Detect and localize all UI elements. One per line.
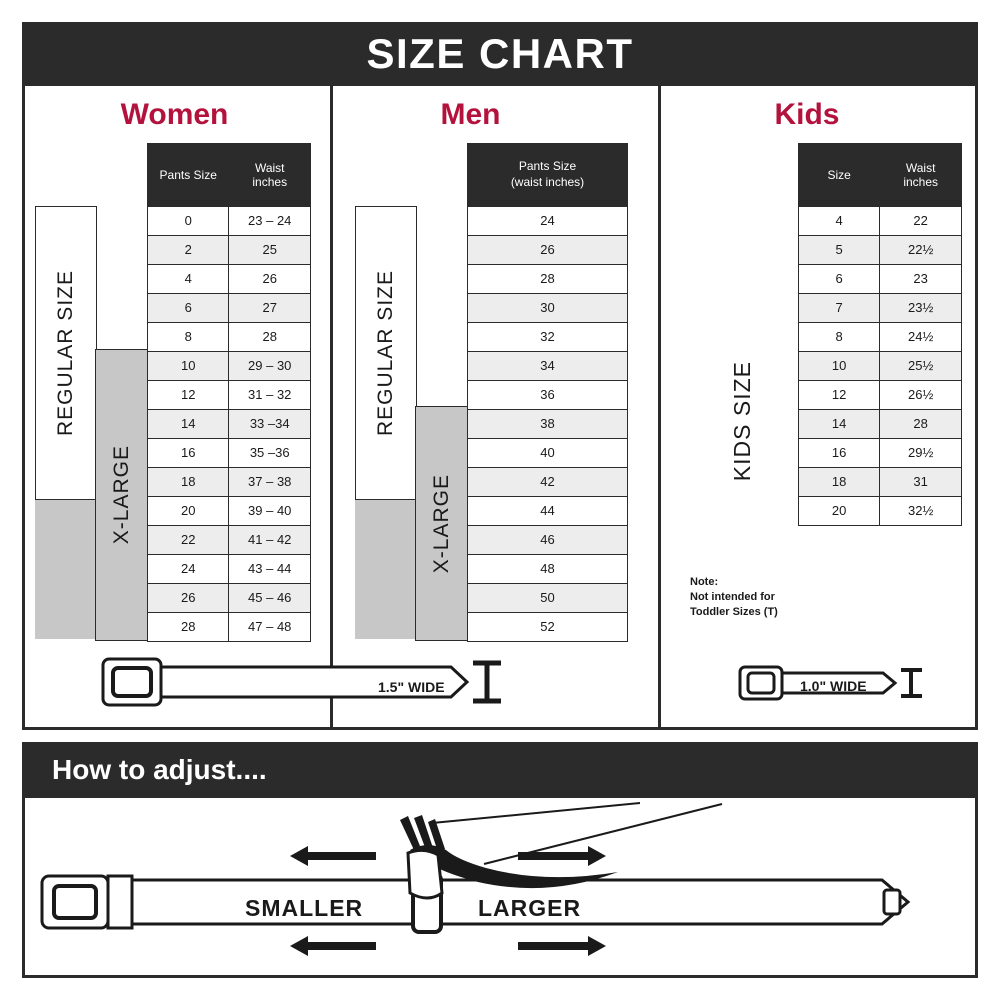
table-cell: 33 –34 — [229, 410, 311, 439]
table-row — [148, 584, 311, 613]
table-cell: 29 – 30 — [229, 352, 311, 381]
table-cell: 28 — [468, 265, 628, 294]
table-row — [468, 410, 628, 439]
table-cell: 46 — [468, 526, 628, 555]
women-size-table — [147, 143, 311, 642]
table-row — [148, 439, 311, 468]
table-cell: 35 –36 — [229, 439, 311, 468]
table-cell: 5 — [799, 236, 880, 265]
table-cell: 6 — [148, 294, 229, 323]
table-cell: 23½ — [880, 294, 962, 323]
table-row — [799, 236, 962, 265]
table-cell: 20 — [799, 497, 880, 526]
table-cell: 23 – 24 — [229, 207, 311, 236]
women-regular-size-label: REGULAR SIZE — [35, 206, 97, 500]
table-cell: 8 — [799, 323, 880, 352]
table-cell: 31 – 32 — [229, 381, 311, 410]
table-cell: 26 — [229, 265, 311, 294]
table-cell: 29½ — [880, 439, 962, 468]
table-cell: 32 — [468, 323, 628, 352]
table-row — [148, 497, 311, 526]
table-row — [148, 294, 311, 323]
table-row — [468, 381, 628, 410]
table-header-row — [468, 144, 628, 207]
divider-men-kids — [658, 86, 661, 727]
table-cell: 23 — [880, 265, 962, 294]
divider-women-men — [330, 86, 333, 727]
table-cell: 25 — [229, 236, 311, 265]
table-cell: 20 — [148, 497, 229, 526]
table-cell: 4 — [148, 265, 229, 294]
table-cell: 36 — [468, 381, 628, 410]
table-row — [148, 207, 311, 236]
kids-belt-width-label: 1.0" WIDE — [800, 678, 867, 694]
table-row — [468, 265, 628, 294]
table-row — [799, 410, 962, 439]
women-table-body — [148, 207, 311, 642]
table-cell: 28 — [148, 613, 229, 642]
table-cell: 38 — [468, 410, 628, 439]
table-cell: 47 – 48 — [229, 613, 311, 642]
table-cell: 28 — [229, 323, 311, 352]
heading-women: Women — [120, 98, 229, 131]
table-cell: 14 — [148, 410, 229, 439]
table-cell: 22 — [880, 207, 962, 236]
table-row — [468, 439, 628, 468]
page-title: SIZE CHART — [366, 30, 634, 77]
table-row — [468, 207, 628, 236]
adult-belt-width-label: 1.5" WIDE — [378, 679, 445, 695]
table-header-row — [148, 144, 311, 207]
table-row — [148, 468, 311, 497]
table-cell: 12 — [148, 381, 229, 410]
kids-col-waist: Waist inches — [880, 144, 962, 207]
kids-col-size: Size — [799, 144, 880, 207]
table-cell: 25½ — [880, 352, 962, 381]
table-cell: 26 — [468, 236, 628, 265]
table-cell: 31 — [880, 468, 962, 497]
table-cell: 18 — [148, 468, 229, 497]
kids-size-table — [798, 143, 962, 526]
table-row — [468, 352, 628, 381]
adjust-larger-label: LARGER — [478, 895, 582, 921]
table-cell: 8 — [148, 323, 229, 352]
table-row — [468, 555, 628, 584]
table-cell: 18 — [799, 468, 880, 497]
table-cell: 7 — [799, 294, 880, 323]
heading-men: Men — [440, 98, 501, 131]
women-col-waist: Waist inches — [229, 144, 311, 207]
table-row — [799, 207, 962, 236]
kids-size-label: KIDS SIZE — [686, 203, 798, 639]
table-header-row — [799, 144, 962, 207]
table-row — [148, 323, 311, 352]
table-cell: 22 — [148, 526, 229, 555]
table-cell: 10 — [799, 352, 880, 381]
table-cell: 41 – 42 — [229, 526, 311, 555]
table-cell: 14 — [799, 410, 880, 439]
table-cell: 45 – 46 — [229, 584, 311, 613]
table-row — [799, 265, 962, 294]
table-cell: 26 — [148, 584, 229, 613]
table-cell: 24½ — [880, 323, 962, 352]
women-xlarge-label: X-LARGE — [95, 349, 149, 641]
table-cell: 44 — [468, 497, 628, 526]
table-row — [799, 352, 962, 381]
title-bar — [22, 22, 978, 86]
kids-table-body — [799, 207, 962, 526]
table-cell: 22½ — [880, 236, 962, 265]
table-cell: 0 — [148, 207, 229, 236]
table-cell: 2 — [148, 236, 229, 265]
table-cell: 4 — [799, 207, 880, 236]
table-cell: 40 — [468, 439, 628, 468]
table-row — [148, 613, 311, 642]
table-row — [148, 381, 311, 410]
table-row — [468, 323, 628, 352]
table-cell: 43 – 44 — [229, 555, 311, 584]
table-cell: 50 — [468, 584, 628, 613]
table-cell: 27 — [229, 294, 311, 323]
table-cell: 6 — [799, 265, 880, 294]
table-cell: 32½ — [880, 497, 962, 526]
table-cell: 26½ — [880, 381, 962, 410]
table-cell: 30 — [468, 294, 628, 323]
how-to-adjust-bar — [22, 742, 978, 798]
table-row — [799, 381, 962, 410]
table-row — [148, 265, 311, 294]
adjust-belt-diagram — [22, 798, 978, 978]
table-row — [799, 468, 962, 497]
table-cell: 48 — [468, 555, 628, 584]
table-cell: 37 – 38 — [229, 468, 311, 497]
adjust-smaller-label: SMALLER — [245, 895, 364, 921]
table-row — [148, 236, 311, 265]
table-cell: 16 — [148, 439, 229, 468]
how-to-adjust-title: How to adjust.... — [52, 754, 267, 785]
table-cell: 39 – 40 — [229, 497, 311, 526]
table-row — [468, 294, 628, 323]
men-xlarge-label: X-LARGE — [415, 406, 469, 641]
table-row — [148, 526, 311, 555]
table-row — [148, 410, 311, 439]
kids-note: Note: Not intended for Toddler Sizes (T) — [690, 576, 778, 618]
table-row — [148, 555, 311, 584]
table-row — [799, 294, 962, 323]
table-cell: 24 — [148, 555, 229, 584]
adult-belt-diagram — [95, 650, 525, 712]
table-cell: 52 — [468, 613, 628, 642]
table-cell: 12 — [799, 381, 880, 410]
table-row — [468, 236, 628, 265]
table-row — [468, 468, 628, 497]
table-cell: 34 — [468, 352, 628, 381]
table-row — [799, 323, 962, 352]
men-regular-size-label: REGULAR SIZE — [355, 206, 417, 500]
table-cell: 10 — [148, 352, 229, 381]
table-cell: 28 — [880, 410, 962, 439]
table-cell: 42 — [468, 468, 628, 497]
table-row — [799, 497, 962, 526]
women-col-pants-size: Pants Size — [148, 144, 229, 207]
table-row — [148, 352, 311, 381]
table-row — [468, 526, 628, 555]
table-row — [468, 584, 628, 613]
table-cell: 16 — [799, 439, 880, 468]
men-size-table — [467, 143, 628, 642]
heading-kids: Kids — [774, 98, 840, 131]
table-row — [799, 439, 962, 468]
table-row — [468, 613, 628, 642]
men-col-pants-size: Pants Size (waist inches) — [468, 144, 628, 207]
men-table-body — [468, 207, 628, 642]
table-row — [468, 497, 628, 526]
table-cell: 24 — [468, 207, 628, 236]
